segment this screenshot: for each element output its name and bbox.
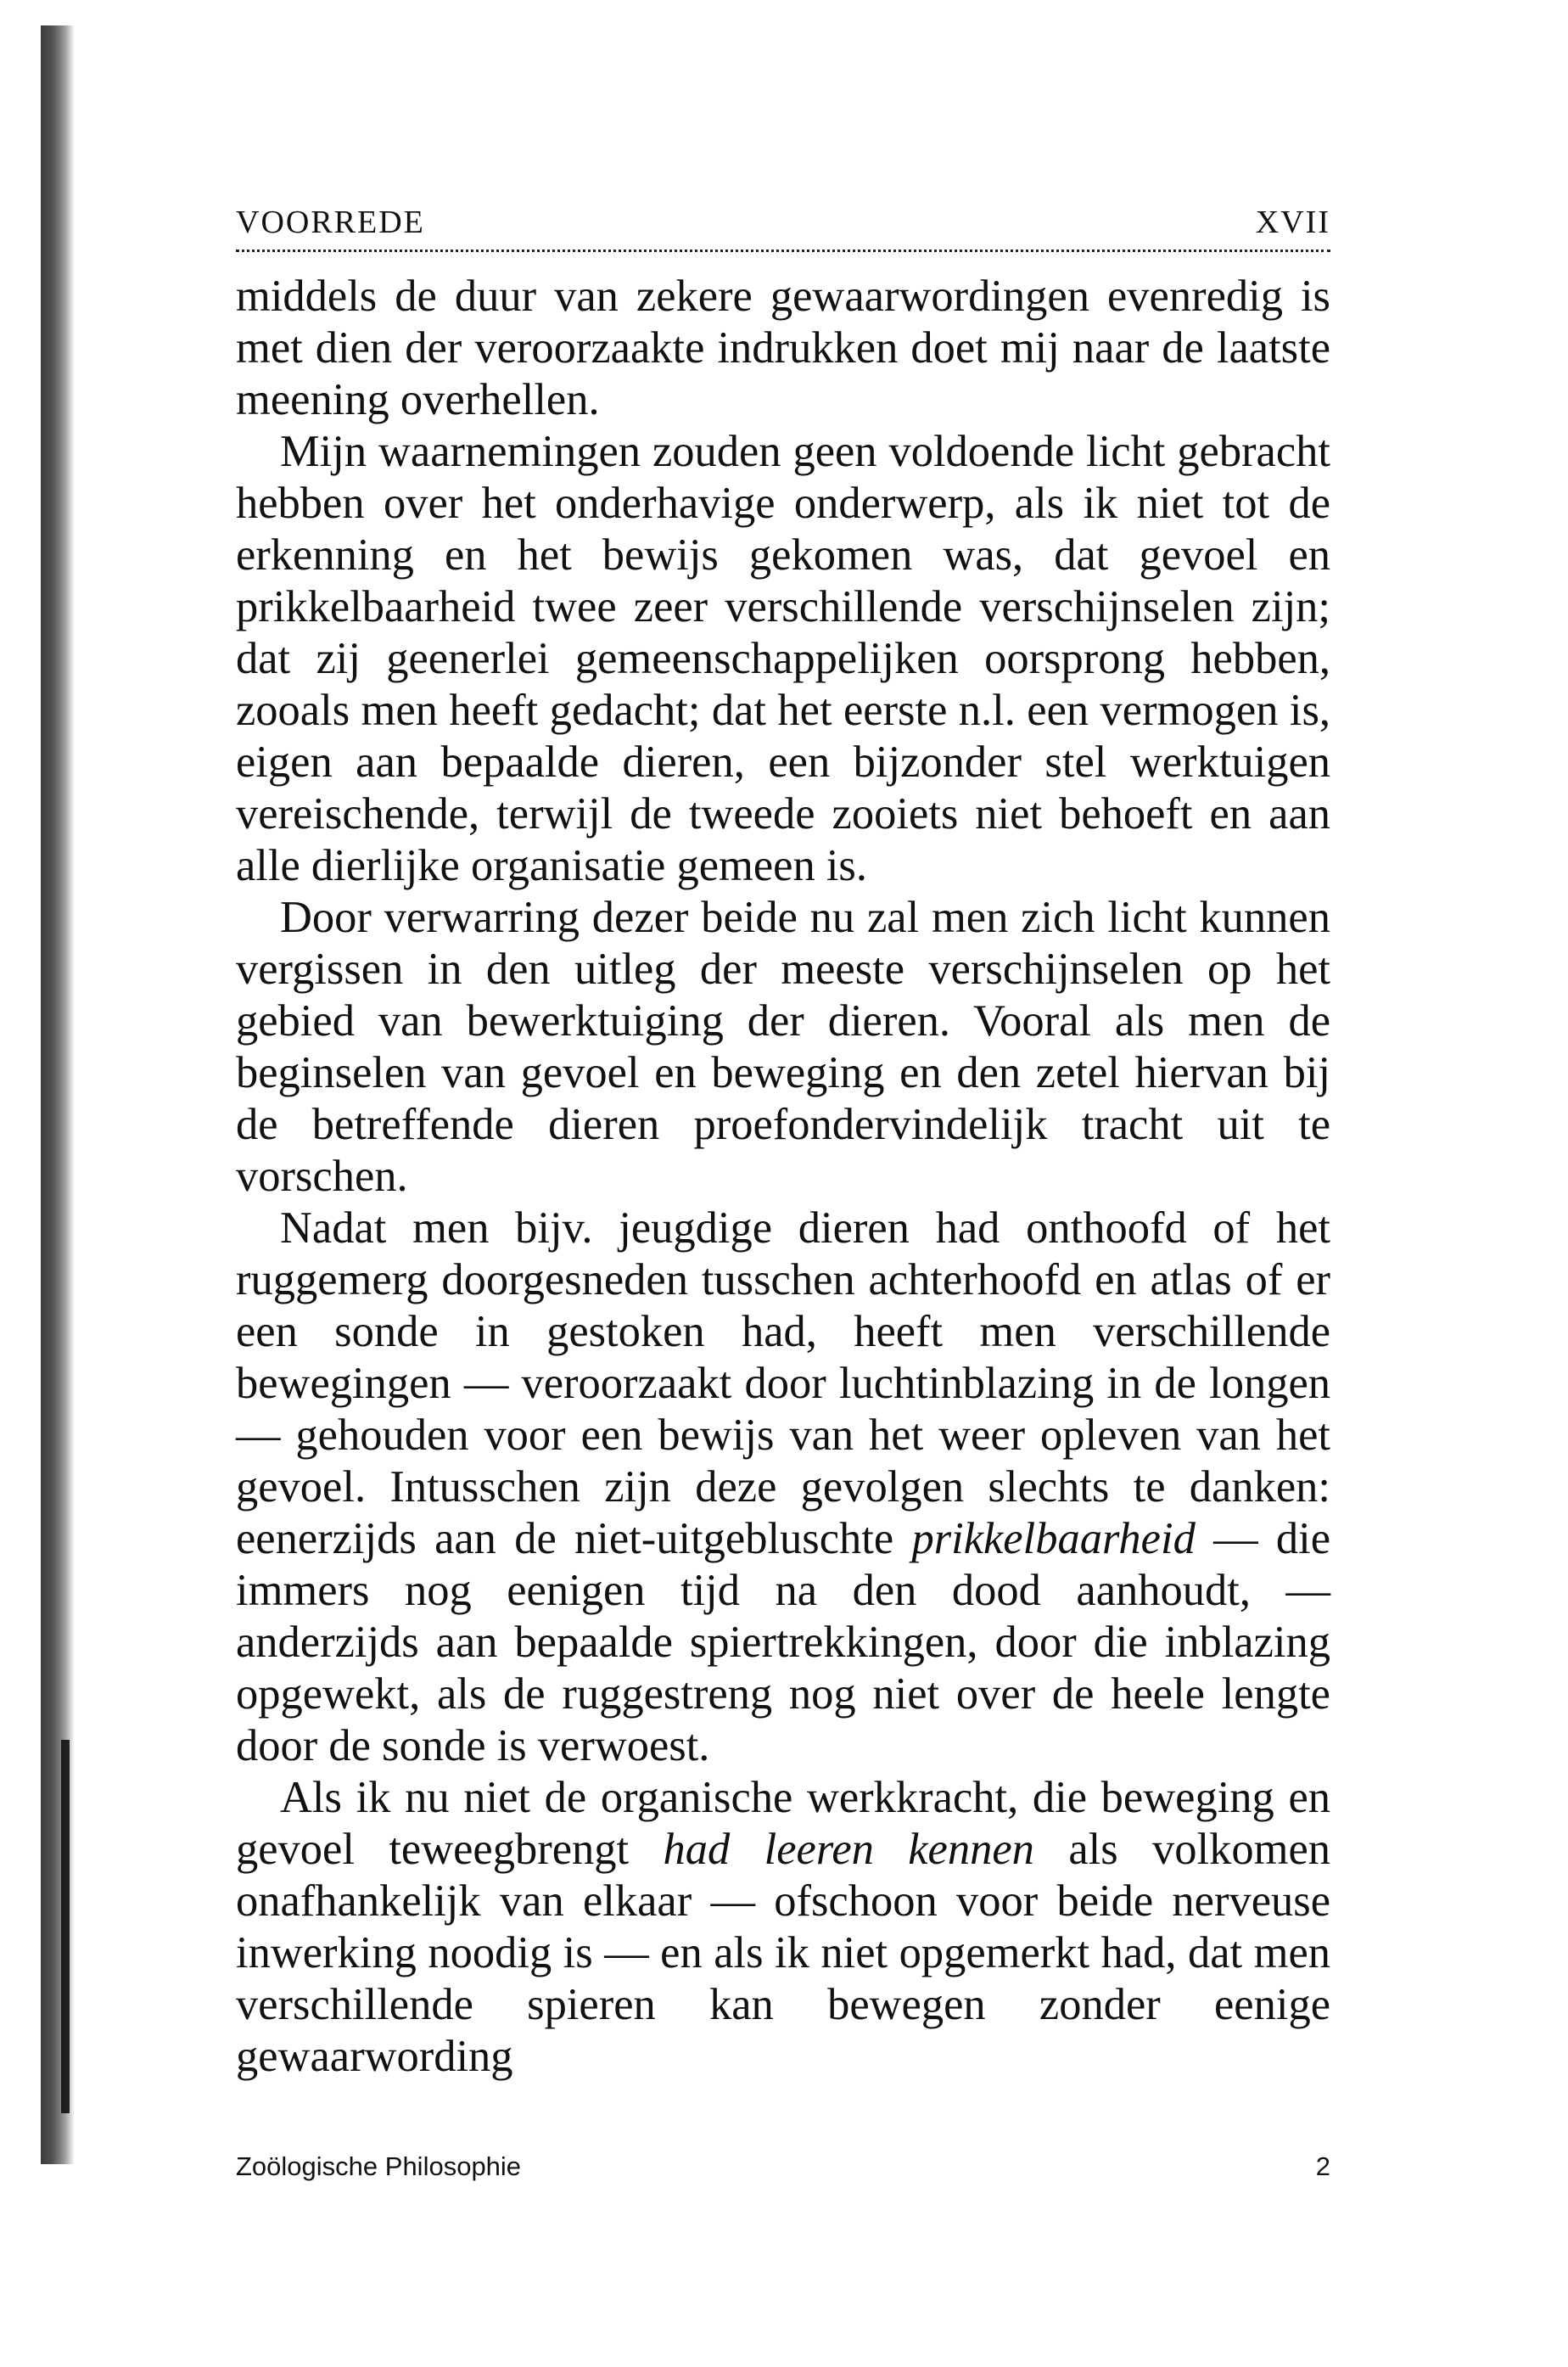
paragraph-2 [236,426,1330,892]
body-text [236,271,1330,2083]
footer-signature-mark: 2 [1315,2151,1330,2181]
paragraph-4-italic: prikkelbaarheid [911,1514,1196,1563]
footer-book-title: Zoölogische Philosophie [236,2151,522,2181]
paragraph-4-text-after: — die immers nog eenigen tijd na den dood aanhoudt, — anderzijds aan bepaalde spiertrekkingen, door die inblazing opgewekt, als de ruggestreng nog niet over de heele lengte door de sonde is verwoest. [236,1514,1331,1770]
paragraph-4 [236,1203,1330,1772]
paragraph-4-text-before: Nadat men bijv. jeugdige dieren had onthoofd of het ruggemerg doorgesneden tusschen achterhoofd en atlas of er een sonde in gestoken had, heeft men verschillende bewegingen — veroorzaakt door luchtinblazing in de longen — gehouden voor een bewijs van het weer opleven van het gevoel. Intusschen zijn deze gevolgen slechts te danken: eenerzijds aan de niet-uitgebluschte [236,1203,1330,1563]
paragraph-5-italic: had leeren kennen [663,1825,1034,1874]
paragraph-1 [236,271,1330,426]
running-header [236,204,1330,252]
page-footer [236,2151,1330,2182]
binding-edge-line [61,1740,70,2113]
paragraph-3 [236,892,1330,1203]
paragraph-3-text: Door verwarring dezer beide nu zal men zich licht kunnen vergissen in den uitleg der meeste verschijnselen op het gebied van bewerktuiging der dieren. Vooral als men de beginselen van gevoel en beweging en den zetel hiervan bij de betreffende dieren proefondervindelijk tracht uit te vorschen. [236,893,1330,1201]
header-title: VOORREDE [236,205,425,240]
paragraph-2-text: Mijn waarnemingen zouden geen voldoende licht gebracht hebben over het onderhavige onderwerp, als ik niet tot de erkenning en het bewijs gekomen was, dat gevoel en prikkelbaarheid twee zeer verschillende verschijnselen zijn; dat zij geenerlei gemeenschappelijken oorsprong hebben, zooals men heeft gedacht; dat het eerste n.l. een vermogen is, eigen aan bepaalde dieren, een bijzonder stel werktuigen vereischende, terwijl de tweede zooiets niet behoeft en aan alle dierlijke organisatie gemeen is. [236,427,1330,890]
page-content [236,204,1330,2083]
header-page-number: XVII [1255,205,1330,240]
binding-edge-shadow [41,25,75,2164]
paragraph-5-text-after: als volkomen onafhankelijk van elkaar — ofschoon voor beide nerveuse inwerking noodig is — en als ik niet opgemerkt had, dat men verschillende spieren kan bewegen zonder eenige gewaarwording [236,1825,1330,2081]
paragraph-1-text: middels de duur van zekere gewaarwordingen evenredig is met dien der veroorzaakte indrukken doet mij naar de laatste meening overhellen. [236,272,1330,424]
paragraph-5 [236,1772,1330,2083]
paragraph-5-text-before: Als ik nu niet de organische werkkracht, die beweging en gevoel teweegbrengt [236,1773,1330,1874]
